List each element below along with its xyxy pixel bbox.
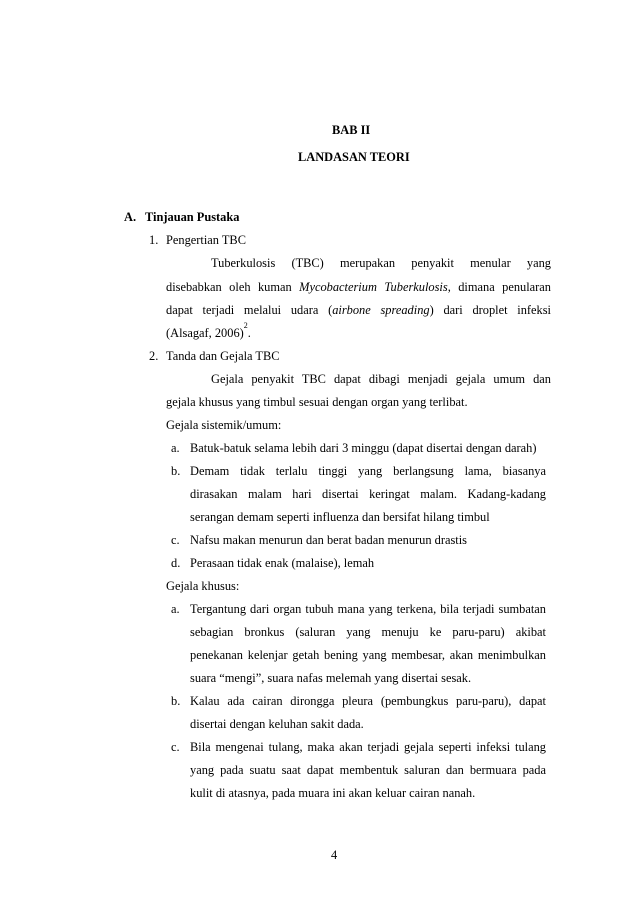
chapter-number: BAB II [332,123,371,137]
sistemik-c-line1: Nafsu makan menurun dan berat badan menurun drastis [190,533,467,547]
sistemik-b-line3: serangan demam seperti influenza dan bersifat hilang timbul [190,510,490,524]
item1-para-line3 [166,303,551,317]
item1-para-line3-text-a: dapat terjadi melalui udara ( [166,303,333,317]
khusus-b-marker: b. [171,694,181,708]
item1-para-line3-term: airbone spreading [332,303,430,317]
item1-para-line2-text-c: , dimana penularan [447,280,551,294]
item1-title: Pengertian TBC [166,233,246,247]
khusus-b-line1: Kalau ada cairan dirongga pleura (pembungkus paru-paru), dapat [190,694,546,708]
khusus-b-line2: disertai dengan keluhan sakit dada. [190,717,364,731]
sistemik-d-marker: d. [171,556,181,570]
sistemik-d-line1: Perasaan tidak enak (malaise), lemah [190,556,375,570]
item1-para-line2-species: Mycobacterium Tuberkulosis [299,280,448,294]
khusus-a-marker: a. [171,602,180,616]
khusus-c-marker: c. [171,740,180,754]
khusus-a-line2: sebagian bronkus (saluran yang menuju ke paru-paru) akibat [190,625,546,639]
sistemik-label: Gejala sistemik/umum: [166,418,282,432]
chapter-title: LANDASAN TEORI [298,150,410,164]
item1-para-line3-text-c: ) dari droplet infeksi [429,303,551,317]
khusus-a-line1: Tergantung dari organ tubuh mana yang terkena, bila terjadi sumbatan [190,602,546,616]
sistemik-a-marker: a. [171,441,180,455]
item2-marker: 2. [149,349,159,363]
item1-marker: 1. [149,233,159,247]
item2-para-line1: Gejala penyakit TBC dapat dibagi menjadi gejala umum dan [211,372,551,386]
item1-para-line4 [166,320,251,340]
page-number: 4 [331,848,338,862]
khusus-c-line2: yang pada suatu saat dapat membentuk saluran dan bermuara pada [190,763,546,777]
khusus-a-line4: suara “mengi”, suara nafas melemah yang disertai sesak. [190,671,472,685]
item1-citation-sup: 2 [243,320,248,330]
section-marker: A. [124,210,137,224]
sistemik-b-marker: b. [171,464,181,478]
item1-para-line1: Tuberkulosis (TBC) merupakan penyakit menular yang [211,256,551,270]
item1-citation-end: . [247,326,251,340]
khusus-c-line3: kulit di atasnya, pada muara ini akan keluar cairan nanah. [190,786,476,800]
item1-para-line2 [166,280,551,294]
sistemik-b-line2: dirasakan malam hari disertai keringat malam. Kadang-kadang [190,487,546,501]
item1-citation: (Alsagaf, 2006) [166,326,244,340]
sistemik-a-line1: Batuk-batuk selama lebih dari 3 minggu (dapat disertai dengan darah) [190,441,537,455]
item2-para-line2: gejala khusus yang timbul sesuai dengan organ yang terlibat. [166,395,468,409]
item2-title: Tanda dan Gejala TBC [166,349,280,363]
khusus-a-line3: penekanan kelenjar getah bening yang membesar, akan menimbulkan [190,648,546,662]
section-title: Tinjauan Pustaka [145,210,240,224]
item1-para-line2-text-a: disebabkan oleh kuman [166,280,300,294]
sistemik-c-marker: c. [171,533,180,547]
khusus-c-line1: Bila mengenai tulang, maka akan terjadi gejala seperti infeksi tulang [190,740,546,754]
khusus-label: Gejala khusus: [166,579,240,593]
sistemik-b-line1: Demam tidak terlalu tinggi yang berlangsung lama, biasanya [190,464,546,478]
